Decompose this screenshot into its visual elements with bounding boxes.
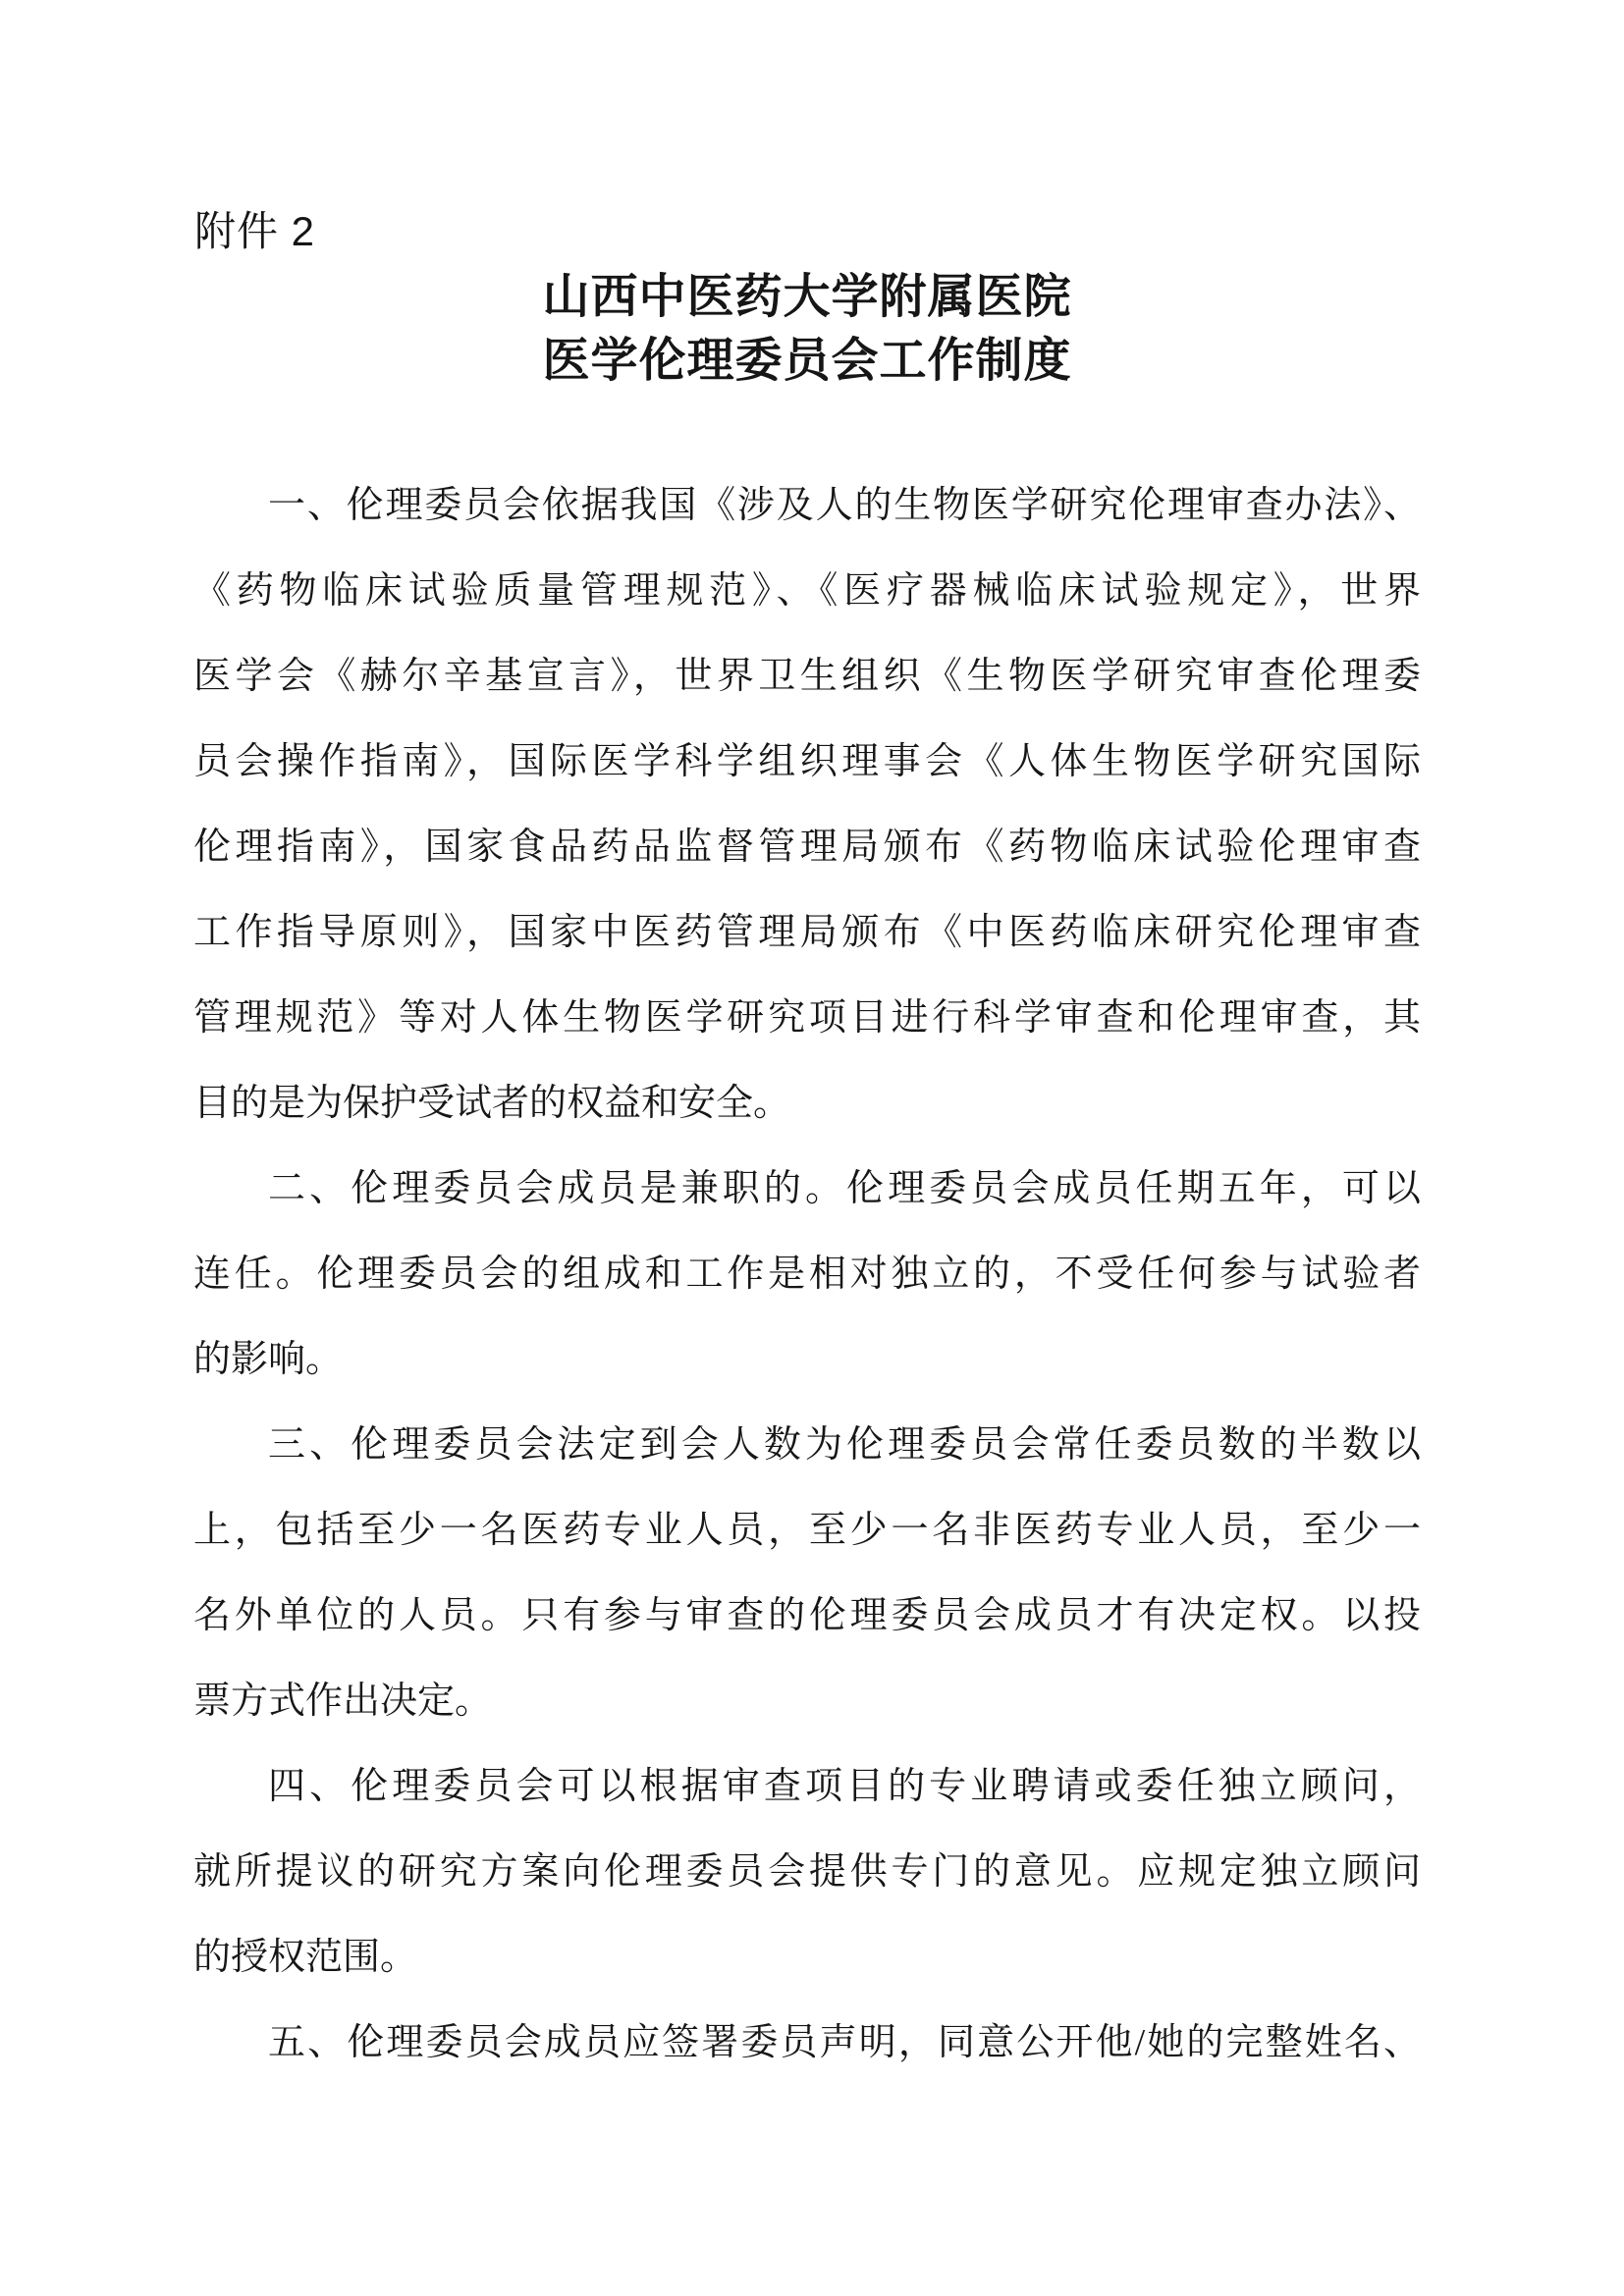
paragraph-4-line-3: 的授权范围。: [193, 1937, 418, 1978]
paragraph-3-line-4: 票方式作出决定。: [193, 1681, 493, 1722]
paragraph-1-line-5: 伦理指南》，国家食品药品监督管理局颁布《药物临床试验伦理审查: [193, 827, 1421, 868]
paragraph-5-line-1: 五、伦理委员会成员应签署委员声明，同意公开他/她的完整姓名、: [268, 2022, 1421, 2063]
document-title: [193, 265, 1421, 393]
paragraph-3-line-1: 三、伦理委员会法定到会人数为伦理委员会常任委员数的半数以: [268, 1424, 1421, 1466]
document-title-line-2: 医学伦理委员会工作制度: [542, 335, 1072, 387]
document-body: [193, 463, 1421, 2086]
paragraph-4-line-2: 就所提议的研究方案向伦理委员会提供专门的意见。应规定独立顾问: [193, 1851, 1421, 1893]
paragraph-3-line-3: 名外单位的人员。只有参与审查的伦理委员会成员才有决定权。以投: [193, 1595, 1421, 1636]
paragraph-2-line-2: 连任。伦理委员会的组成和工作是相对独立的，不受任何参与试验者: [193, 1254, 1421, 1295]
paragraph-4-line-1: 四、伦理委员会可以根据审查项目的专业聘请或委任独立顾问，: [268, 1766, 1421, 1807]
paragraph-2-line-1: 二、伦理委员会成员是兼职的。伦理委员会成员任期五年，可以: [268, 1168, 1421, 1209]
paragraph-1-line-1: 一、伦理委员会依据我国《涉及人的生物医学研究伦理审查办法》、: [268, 485, 1421, 526]
paragraph-1-line-8: 目的是为保护受试者的权益和安全。: [193, 1083, 791, 1124]
paragraph-1-line-4: 员会操作指南》，国际医学科学组织理事会《人体生物医学研究国际: [193, 741, 1421, 782]
paragraph-1-line-6: 工作指导原则》，国家中医药管理局颁布《中医药临床研究伦理审查: [193, 912, 1421, 953]
paragraph-3-line-2: 上，包括至少一名医药专业人员，至少一名非医药专业人员，至少一: [193, 1510, 1421, 1551]
document-title-line-1: 山西中医药大学附属医院: [542, 271, 1072, 323]
paragraph-1-line-3: 医学会《赫尔辛基宣言》，世界卫生组织《生物医学研究审查伦理委: [193, 656, 1421, 697]
paragraph-1-line-2: 《药物临床试验质量管理规范》、《医疗器械临床试验规定》，世界: [193, 570, 1421, 612]
paragraph-1-line-7: 管理规范》等对人体生物医学研究项目进行科学审查和伦理审查，其: [193, 997, 1421, 1039]
attachment-label: 附件 2: [194, 208, 316, 254]
paragraph-2-line-3: 的影响。: [193, 1339, 344, 1380]
